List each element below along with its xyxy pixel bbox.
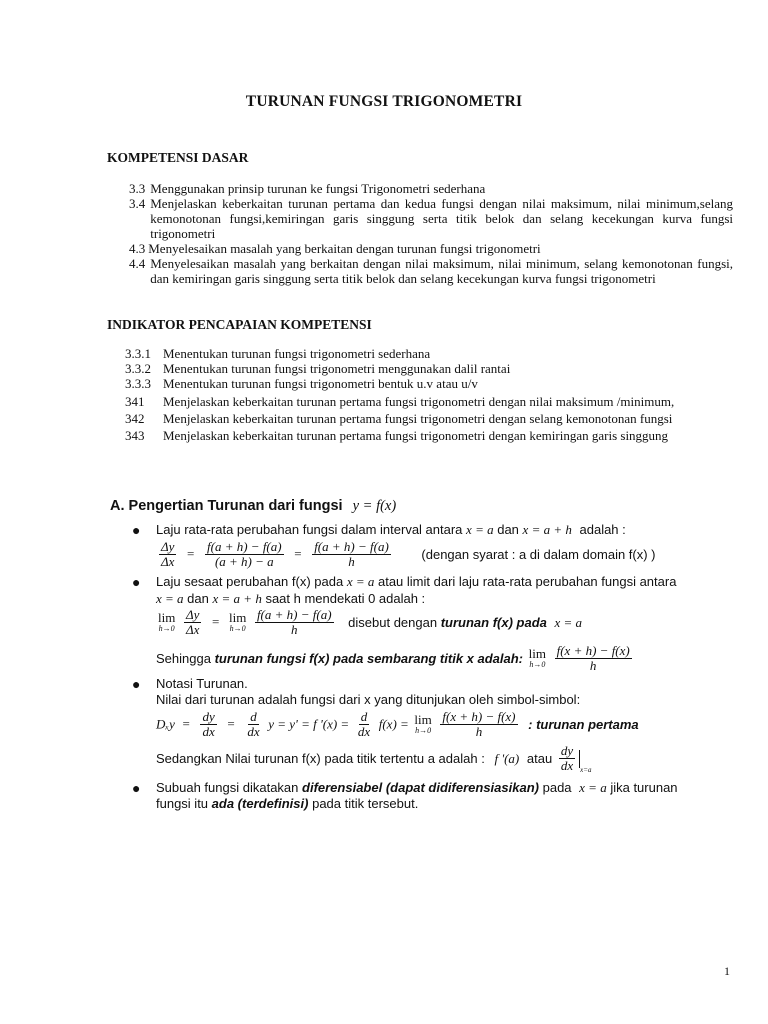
list-item: [125, 411, 733, 426]
item-number: 4.3: [129, 241, 146, 256]
item-text: Menyelesaikan masalah yang berkaitan dengan nilai maksimum, nilai minimum, selang kemonotonan fungsi, dan kemiringan garis singgung serta titik belok dan selang kecekungan kurva fungsi trigonometri: [150, 256, 733, 286]
formula-average-rate: $\frac{\Delta y}{\Delta x}$ = $\frac{f(a + h) - f(a)}{(a + h) - a}$ = $\frac{f(a + h) - f(a)}{h}$ (dengan syarat : a di dalam domain f(x) ): [161, 539, 656, 569]
item-number: 3.3.2: [125, 361, 151, 376]
bullet-2-line-2: x = a dan x = a + h saat h mendekati 0 adalah :: [156, 591, 426, 606]
list-item: [125, 376, 733, 391]
item-number: 3.3: [129, 181, 146, 196]
bullet-4-line-1: Subuah fungsi dikatakan diferensiabel (dapat didiferensiasikan) pada x = a jika turunan: [156, 780, 678, 795]
bullet-3-text: Nilai dari turunan adalah fungsi dari x yang ditunjukan oleh simbol-simbol:: [156, 692, 581, 707]
item-text: Menjelaskan keberkaitan turunan pertama dan kedua fungsi dengan nilai maksimum, nilai minimum,selang kemonotonan fungsi,kemiringan garis singgung serta titik belok dan selang kecekungan kurva fungsi trigonometri: [150, 196, 733, 241]
bullet-icon: ●: [132, 676, 141, 692]
list-item: [125, 346, 733, 361]
item-number: 4.4: [129, 256, 146, 271]
bullet-4-line-2: fungsi itu ada (terdefinisi) pada titik tersebut.: [156, 796, 419, 811]
bullet-2-line-1: Laju sesaat perubahan f(x) pada x = a atau limit dari laju rata-rata perubahan fungsi antara: [156, 574, 677, 589]
indikator-heading: INDIKATOR PENCAPAIAN KOMPETENSI: [107, 317, 372, 332]
list-item: [125, 361, 733, 376]
bullet-icon: ●: [132, 522, 141, 538]
formula-instant-rate: lim h→0 $\frac{\Delta y}{\Delta x}$ = lim h→0 $\frac{f(a + h) - f(a)}{h}$ disebut dengan turunan f(x) pada x = a: [158, 607, 583, 637]
list-item: [125, 394, 733, 409]
list-item: [125, 428, 733, 443]
item-text: Menyelesaikan masalah yang berkaitan dengan turunan fungsi trigonometri: [148, 241, 541, 256]
item-number: 341: [125, 394, 145, 409]
item-text: Menentukan turunan fungsi trigonometri sederhana: [163, 346, 431, 361]
list-item: [107, 196, 733, 241]
condition-text: (dengan syarat : a di dalam domain f(x) ): [421, 547, 656, 562]
indikator-list: [125, 346, 733, 443]
page-number: 1: [724, 964, 730, 978]
list-item: [107, 181, 733, 196]
item-text: Menjelaskan keberkaitan turunan pertama fungsi trigonometri dengan kemiringan garis singgung: [163, 428, 669, 443]
item-text: Menentukan turunan fungsi trigonometri menggunakan dalil rantai: [163, 361, 511, 376]
bullet-icon: ●: [132, 574, 141, 590]
document-title: TURUNAN FUNGSI TRIGONOMETRI: [245, 93, 523, 110]
section-a-title: A. Pengertian Turunan dari fungsi y = f(x): [110, 498, 397, 514]
item-text: Menjelaskan keberkaitan turunan pertama fungsi trigonometri dengan nilai maksimum /minimum,: [163, 394, 675, 409]
item-text: Menentukan turunan fungsi trigonometri bentuk u.v atau u/v: [163, 376, 478, 391]
kompetensi-dasar-list: [107, 181, 733, 286]
item-number: 343: [125, 428, 145, 443]
item-number: 3.3.3: [125, 376, 151, 391]
list-item: [107, 241, 733, 256]
item-number: 3.3.1: [125, 346, 151, 361]
bullet-3-title: Notasi Turunan.: [156, 676, 248, 691]
list-item: [107, 256, 733, 286]
bullet-1-text: Laju rata-rata perubahan fungsi dalam interval antara x = a dan x = a + h adalah :: [156, 522, 626, 537]
kompetensi-dasar-heading: KOMPETENSI DASAR: [107, 150, 249, 165]
item-text: Menggunakan prinsip turunan ke fungsi Trigonometri sederhana: [150, 181, 486, 196]
item-text: Menjelaskan keberkaitan turunan pertama fungsi trigonometri dengan selang kemonotonan fungsi: [163, 411, 673, 426]
formula-notation: Dₓy = $\frac{dy}{dx}$ = $\frac{d}{dx}$ y = y' = f '(x) = $\frac{d}{dx}$ f(x) = lim h→0 $\frac{f(x + h) - f(x)}{h}$ : turunan pertama: [156, 709, 639, 739]
title-math: y = f(x): [352, 498, 397, 514]
formula-value-at-point: Sedangkan Nilai turunan f(x) pada titik tertentu a adalah : f '(a) atau $\frac{dy}{dx}$ $_{x=a}$: [156, 743, 592, 774]
item-number: 3.4: [129, 196, 146, 211]
formula-derivative-general: Sehingga turunan fungsi f(x) pada sembarang titik x adalah: lim h→0 $\frac{f(x + h) - f(x)}{h}$: [156, 643, 630, 673]
item-number: 342: [125, 411, 145, 426]
bullet-icon: ●: [132, 780, 141, 796]
